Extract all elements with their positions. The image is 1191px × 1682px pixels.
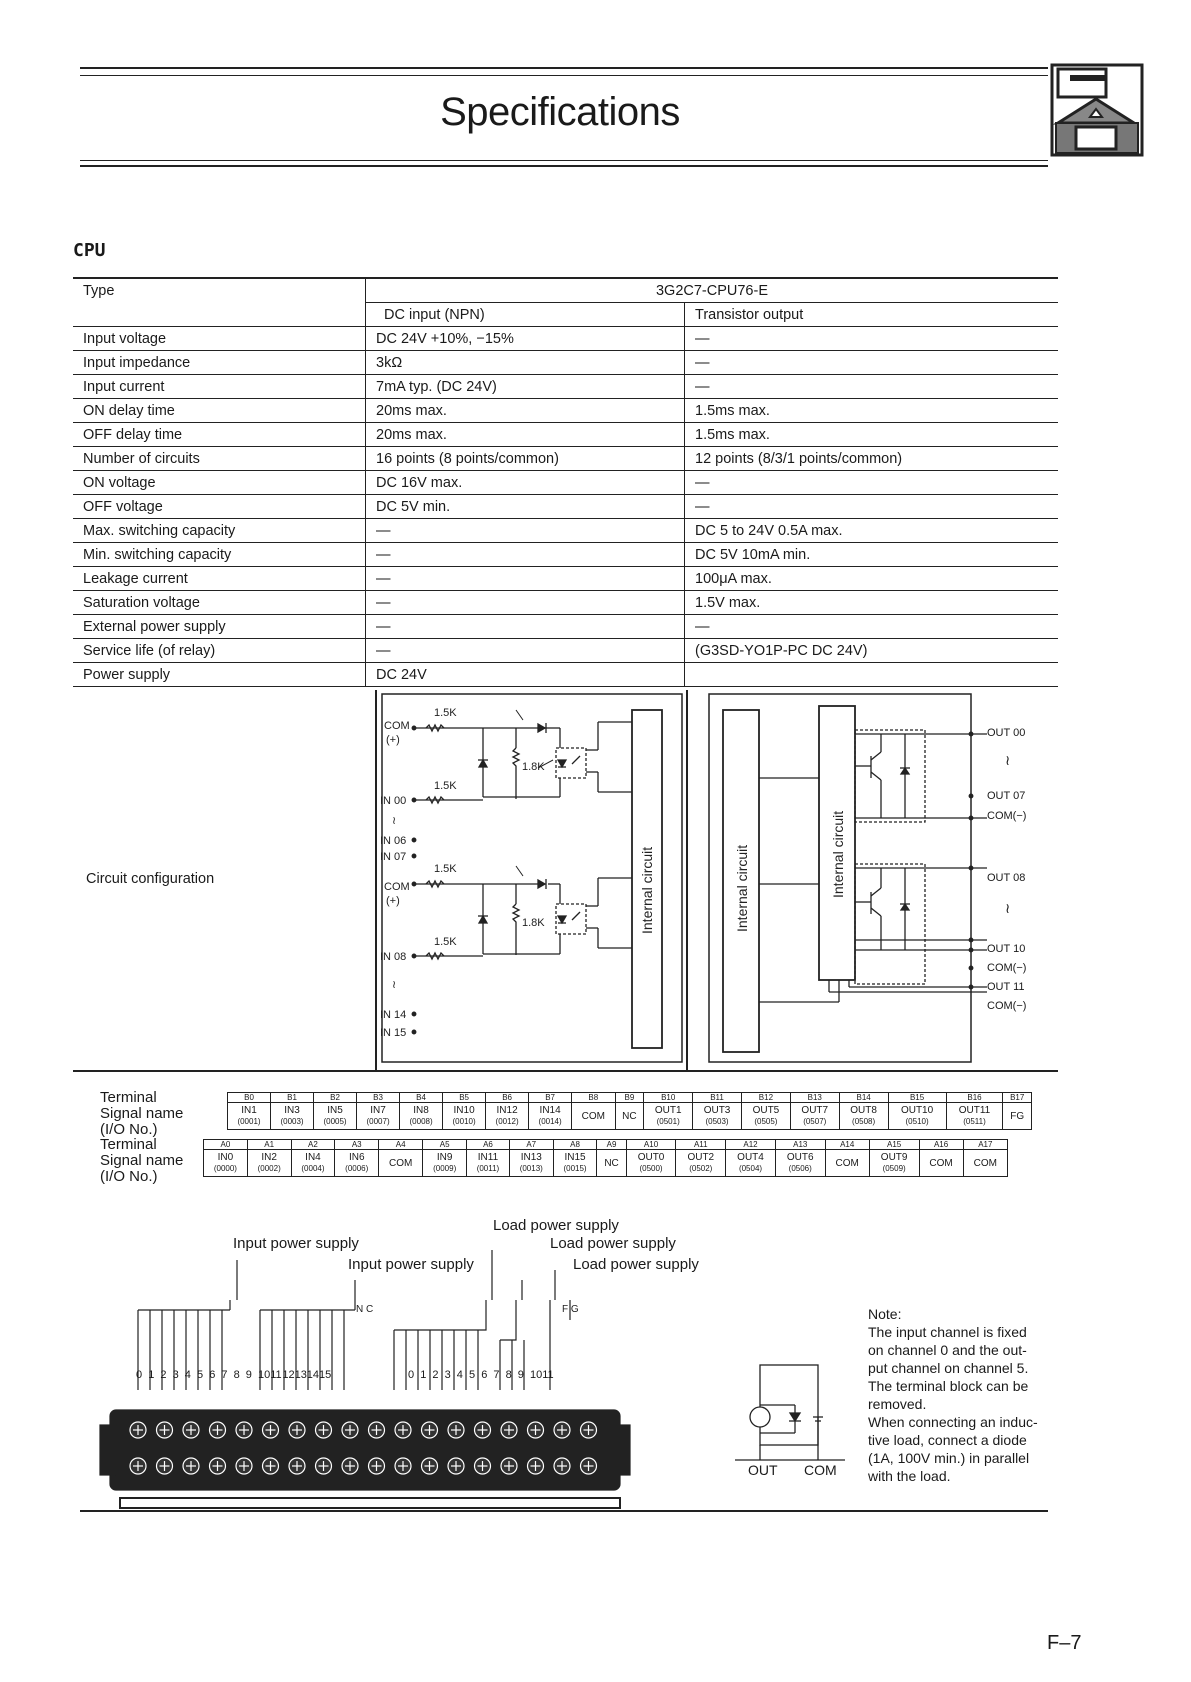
label-r1b: 1.5K xyxy=(434,780,457,792)
terminal-id: B2 xyxy=(314,1093,357,1103)
terminal-number: 2 xyxy=(160,1369,167,1381)
terminal-b-label: Terminal Signal name (I/O No.) xyxy=(100,1089,184,1138)
terminal-signal: IN9 (0009) xyxy=(423,1150,467,1177)
terminal-id: B14 xyxy=(839,1093,888,1103)
label-out-com2: COM(−) xyxy=(987,962,1027,974)
table-row xyxy=(73,375,1058,399)
row-output: 12 points (8/3/1 points/common) xyxy=(685,447,1059,471)
row-input: DC 16V max. xyxy=(366,471,685,495)
terminal-id: A6 xyxy=(467,1140,510,1150)
table-row xyxy=(73,399,1058,423)
terminal-id: A3 xyxy=(335,1140,379,1150)
row-name: External power supply xyxy=(73,615,366,639)
row-input: — xyxy=(366,591,685,615)
terminal-signal: IN5 (0005) xyxy=(314,1103,357,1130)
label-in14: IN 14 xyxy=(380,1009,407,1021)
table-row xyxy=(73,471,1058,495)
terminal-signal: IN13 (0013) xyxy=(509,1150,553,1177)
row-name: Leakage current xyxy=(73,567,366,591)
label-input-power-1: Input power supply xyxy=(233,1235,359,1252)
inductive-load-diagram xyxy=(735,1355,845,1470)
model-name: 3G2C7-CPU76-E xyxy=(366,278,1059,303)
label-r1a: 1.5K xyxy=(434,707,457,719)
row-input: — xyxy=(366,543,685,567)
terminal-signal: OUT0 (0500) xyxy=(626,1150,676,1177)
terminal-number: 3 xyxy=(172,1369,179,1381)
terminal-number: 6 xyxy=(209,1369,216,1381)
note-line: The terminal block can be xyxy=(868,1378,1029,1394)
label-out10: OUT 10 xyxy=(987,943,1026,955)
row-output: — xyxy=(685,375,1059,399)
terminal-id: A14 xyxy=(825,1140,869,1150)
terminal-id: B9 xyxy=(615,1093,644,1103)
row-output: 1.5V max. xyxy=(685,591,1059,615)
label-out-com1: COM(−) xyxy=(987,810,1027,822)
label-tilde2: ≀ xyxy=(392,979,397,991)
terminal-number: 15 xyxy=(319,1369,332,1381)
label-out07: OUT 07 xyxy=(987,790,1026,802)
row-input: — xyxy=(366,615,685,639)
terminal-number: 0 xyxy=(136,1369,143,1381)
terminal-id: A9 xyxy=(597,1140,626,1150)
terminal-number: 3 xyxy=(444,1369,451,1381)
label-in15: IN 15 xyxy=(380,1027,407,1039)
row-output: DC 5V 10mA min. xyxy=(685,543,1059,567)
header-rule-top xyxy=(80,67,1048,69)
terminal-signal: IN8 (0008) xyxy=(400,1103,443,1130)
terminal-id: A0 xyxy=(204,1140,248,1150)
header-rule-bottom-thin xyxy=(80,160,1048,161)
terminal-number: 5 xyxy=(469,1369,476,1381)
table-row xyxy=(73,663,1058,687)
terminal-signal: OUT5 (0505) xyxy=(741,1103,790,1130)
row-input: 20ms max. xyxy=(366,399,685,423)
header-rule-top-thin xyxy=(80,75,1048,76)
label-com2: COM xyxy=(384,881,410,893)
terminal-number: 0 xyxy=(408,1369,415,1381)
row-input: — xyxy=(366,639,685,663)
row-output: 100μA max. xyxy=(685,567,1059,591)
terminal-signal: IN14 (0014) xyxy=(529,1103,572,1130)
label-load-power-2: Load power supply xyxy=(550,1235,676,1252)
terminal-signal: IN10 (0010) xyxy=(443,1103,486,1130)
row-output: (G3SD-YO1P-PC DC 24V) xyxy=(685,639,1059,663)
terminal-number: 12 xyxy=(282,1369,295,1381)
terminal-id: A13 xyxy=(775,1140,825,1150)
header-rule-bottom xyxy=(80,165,1048,167)
row-name: Number of circuits xyxy=(73,447,366,471)
page-number: F–7 xyxy=(1047,1632,1082,1654)
label-out: OUT xyxy=(748,1462,778,1478)
terminal-number: 9 xyxy=(517,1369,524,1381)
terminal-id: A4 xyxy=(379,1140,423,1150)
row-name: Service life (of relay) xyxy=(73,639,366,663)
terminal-table-b xyxy=(227,1092,1032,1130)
terminal-number: 13 xyxy=(294,1369,307,1381)
label-out-tilde2: ≀ xyxy=(1005,900,1011,916)
terminal-signal: OUT3 (0503) xyxy=(693,1103,742,1130)
label-fg: F G xyxy=(562,1304,579,1315)
table-row xyxy=(73,591,1058,615)
row-name: ON delay time xyxy=(73,399,366,423)
circuit-divider-right xyxy=(686,690,688,1070)
row-name: OFF voltage xyxy=(73,495,366,519)
table-row xyxy=(73,543,1058,567)
circuit-divider-left xyxy=(375,690,377,1070)
terminal-id: B5 xyxy=(443,1093,486,1103)
terminal-signal: IN3 (0003) xyxy=(271,1103,314,1130)
label-rled1: 1.8K xyxy=(522,761,545,773)
page-title: Specifications xyxy=(440,90,680,134)
note-line: (1A, 100V min.) in parallel xyxy=(868,1450,1030,1466)
terminal-number: 8 xyxy=(233,1369,240,1381)
terminal-signal: IN15 (0015) xyxy=(553,1150,597,1177)
table-row xyxy=(73,278,1058,303)
terminal-id: A8 xyxy=(553,1140,597,1150)
label-r2b: 1.5K xyxy=(434,936,457,948)
label-input-power-2: Input power supply xyxy=(348,1256,474,1273)
terminal-signal: OUT9 (0509) xyxy=(869,1150,919,1177)
terminal-signal: IN0 (0000) xyxy=(204,1150,248,1177)
terminal-signal: IN7 (0007) xyxy=(357,1103,400,1130)
terminal-id: A1 xyxy=(247,1140,291,1150)
terminal-signal: NC xyxy=(615,1103,644,1130)
terminal-id: B13 xyxy=(790,1093,839,1103)
label-plus2: (+) xyxy=(386,895,400,907)
terminal-signal: OUT2 (0502) xyxy=(676,1150,726,1177)
row-output: DC 5 to 24V 0.5A max. xyxy=(685,519,1059,543)
terminal-number: 8 xyxy=(505,1369,512,1381)
row-output: 1.5ms max. xyxy=(685,399,1059,423)
label-out-tilde1: ≀ xyxy=(1005,752,1011,768)
label-out00: OUT 00 xyxy=(987,727,1026,739)
terminal-a-label: Terminal Signal name (I/O No.) xyxy=(100,1136,184,1185)
row-input: DC 24V +10%, −15% xyxy=(366,327,685,351)
note-line: removed. xyxy=(868,1396,927,1412)
note-line: tive load, connect a diode xyxy=(868,1432,1027,1448)
terminal-number: 2 xyxy=(432,1369,439,1381)
terminal-id: B10 xyxy=(644,1093,693,1103)
terminal-signal: FG xyxy=(1003,1103,1032,1130)
terminal-id: A15 xyxy=(869,1140,919,1150)
table-row xyxy=(73,519,1058,543)
terminal-number: 11 xyxy=(542,1369,554,1381)
label-tilde1: ≀ xyxy=(392,815,397,827)
row-output: — xyxy=(685,615,1059,639)
terminal-signal: COM xyxy=(825,1150,869,1177)
terminal-table-a xyxy=(203,1139,1008,1177)
label-internal-out-a: Internal circuit xyxy=(734,844,750,932)
terminal-signal: COM xyxy=(963,1150,1007,1177)
row-input: DC 5V min. xyxy=(366,495,685,519)
row-output: — xyxy=(685,495,1059,519)
type-label: Type xyxy=(73,278,366,327)
label-nc: N C xyxy=(356,1304,374,1315)
terminal-signal: OUT6 (0506) xyxy=(775,1150,825,1177)
terminal-number: 11 xyxy=(270,1369,282,1381)
input-circuit-diagram xyxy=(378,692,684,1067)
terminal-number: 4 xyxy=(456,1369,463,1381)
row-input: 16 points (8 points/common) xyxy=(366,447,685,471)
terminal-id: B0 xyxy=(228,1093,271,1103)
terminal-signal: OUT7 (0507) xyxy=(790,1103,839,1130)
label-out-com3: COM(−) xyxy=(987,1000,1027,1012)
row-name: Input current xyxy=(73,375,366,399)
terminal-id: B15 xyxy=(888,1093,946,1103)
terminal-signal: OUT10 (0510) xyxy=(888,1103,946,1130)
note-line: with the load. xyxy=(868,1468,951,1484)
label-in06: IN 06 xyxy=(380,835,407,847)
terminal-block-wiring-diagram xyxy=(80,1230,680,1510)
terminal-id: B8 xyxy=(572,1093,615,1103)
terminal-signal: OUT11 (0511) xyxy=(946,1103,1003,1130)
terminal-signal: OUT1 (0501) xyxy=(644,1103,693,1130)
label-internal-out-b: Internal circuit xyxy=(830,810,846,898)
circuit-config-label: Circuit configuration xyxy=(86,871,215,887)
table-row xyxy=(73,447,1058,471)
row-output: — xyxy=(685,471,1059,495)
col-output-header: Transistor output xyxy=(685,303,1059,327)
row-name: Input voltage xyxy=(73,327,366,351)
terminal-id: A17 xyxy=(963,1140,1007,1150)
note-line: on channel 0 and the out- xyxy=(868,1342,1027,1358)
section-heading: CPU xyxy=(73,240,106,261)
terminal-signal: IN6 (0006) xyxy=(335,1150,379,1177)
row-name: OFF delay time xyxy=(73,423,366,447)
terminal-id: A7 xyxy=(509,1140,553,1150)
output-circuit-diagram xyxy=(689,692,989,1067)
terminal-id: B3 xyxy=(357,1093,400,1103)
note-block xyxy=(868,1305,1068,1485)
row-input: DC 24V xyxy=(366,663,685,687)
terminal-number: 4 xyxy=(184,1369,191,1381)
table-row xyxy=(73,639,1058,663)
terminal-id: A16 xyxy=(919,1140,963,1150)
terminal-id: B12 xyxy=(741,1093,790,1103)
label-out08: OUT 08 xyxy=(987,872,1026,884)
row-name: Input impedance xyxy=(73,351,366,375)
table-row xyxy=(73,615,1058,639)
terminal-signal: COM xyxy=(572,1103,615,1130)
label-in08: IN 08 xyxy=(380,951,407,963)
terminal-number: 7 xyxy=(493,1369,500,1381)
terminal-id: B16 xyxy=(946,1093,1003,1103)
row-input: 7mA typ. (DC 24V) xyxy=(366,375,685,399)
table-row xyxy=(73,351,1058,375)
label-r2a: 1.5K xyxy=(434,863,457,875)
terminal-signal: IN4 (0004) xyxy=(291,1150,335,1177)
terminal-signal: NC xyxy=(597,1150,626,1177)
label-out11: OUT 11 xyxy=(987,981,1025,993)
row-input: — xyxy=(366,567,685,591)
row-name: Saturation voltage xyxy=(73,591,366,615)
table-row xyxy=(73,327,1058,351)
terminal-signal: COM xyxy=(919,1150,963,1177)
table-row xyxy=(73,423,1058,447)
row-output xyxy=(685,663,1059,687)
row-name: ON voltage xyxy=(73,471,366,495)
terminal-id: B11 xyxy=(693,1093,742,1103)
col-input-header: DC input (NPN) xyxy=(366,303,685,327)
terminal-id: B6 xyxy=(486,1093,529,1103)
terminal-signal: IN11 (0011) xyxy=(467,1150,510,1177)
terminal-signal: IN2 (0002) xyxy=(247,1150,291,1177)
label-in00: IN 00 xyxy=(380,795,407,807)
row-name: Max. switching capacity xyxy=(73,519,366,543)
table-row xyxy=(73,495,1058,519)
row-name: Power supply xyxy=(73,663,366,687)
terminal-signal: IN12 (0012) xyxy=(486,1103,529,1130)
chapter-tab-logo-icon xyxy=(1050,63,1146,159)
terminal-number: 5 xyxy=(197,1369,204,1381)
terminal-id: B7 xyxy=(529,1093,572,1103)
terminal-signal: OUT8 (0508) xyxy=(839,1103,888,1130)
terminal-id: A12 xyxy=(726,1140,776,1150)
table-row xyxy=(73,567,1058,591)
note-line: The input channel is fixed xyxy=(868,1324,1027,1340)
row-output: 1.5ms max. xyxy=(685,423,1059,447)
label-load-power-3: Load power supply xyxy=(573,1256,699,1273)
label-com1: COM xyxy=(384,720,410,732)
terminal-signal: OUT4 (0504) xyxy=(726,1150,776,1177)
terminal-number: 9 xyxy=(245,1369,252,1381)
terminal-number: 10 xyxy=(530,1369,543,1381)
terminal-id: B1 xyxy=(271,1093,314,1103)
terminal-signal: COM xyxy=(379,1150,423,1177)
label-load-power-1: Load power supply xyxy=(493,1217,619,1234)
row-output: — xyxy=(685,327,1059,351)
label-in07: IN 07 xyxy=(380,851,407,863)
terminal-number: 7 xyxy=(221,1369,228,1381)
terminal-signal: IN1 (0001) xyxy=(228,1103,271,1130)
row-output: — xyxy=(685,351,1059,375)
terminal-id: A5 xyxy=(423,1140,467,1150)
terminal-id: B4 xyxy=(400,1093,443,1103)
label-com: COM xyxy=(804,1462,837,1478)
terminal-id: A11 xyxy=(676,1140,726,1150)
terminal-number: 14 xyxy=(306,1369,320,1381)
note-line: When connecting an induc- xyxy=(868,1414,1038,1430)
row-input: 20ms max. xyxy=(366,423,685,447)
note-line: put channel on channel 5. xyxy=(868,1360,1029,1376)
label-internal-in: Internal circuit xyxy=(639,846,655,934)
label-rled2: 1.8K xyxy=(522,917,545,929)
terminal-id: B17 xyxy=(1003,1093,1032,1103)
terminal-number: 10 xyxy=(258,1369,271,1381)
spec-table xyxy=(73,277,1058,687)
row-input: — xyxy=(366,519,685,543)
terminal-number: 1 xyxy=(148,1369,155,1381)
terminal-number: 6 xyxy=(481,1369,488,1381)
label-plus1: (+) xyxy=(386,734,400,746)
circuit-bottom-rule xyxy=(73,1070,1058,1072)
row-input: 3kΩ xyxy=(366,351,685,375)
bottom-rule xyxy=(80,1510,1048,1512)
terminal-id: A10 xyxy=(626,1140,676,1150)
terminal-id: A2 xyxy=(291,1140,335,1150)
note-heading: Note: xyxy=(868,1306,902,1322)
row-name: Min. switching capacity xyxy=(73,543,366,567)
terminal-number: 1 xyxy=(420,1369,427,1381)
